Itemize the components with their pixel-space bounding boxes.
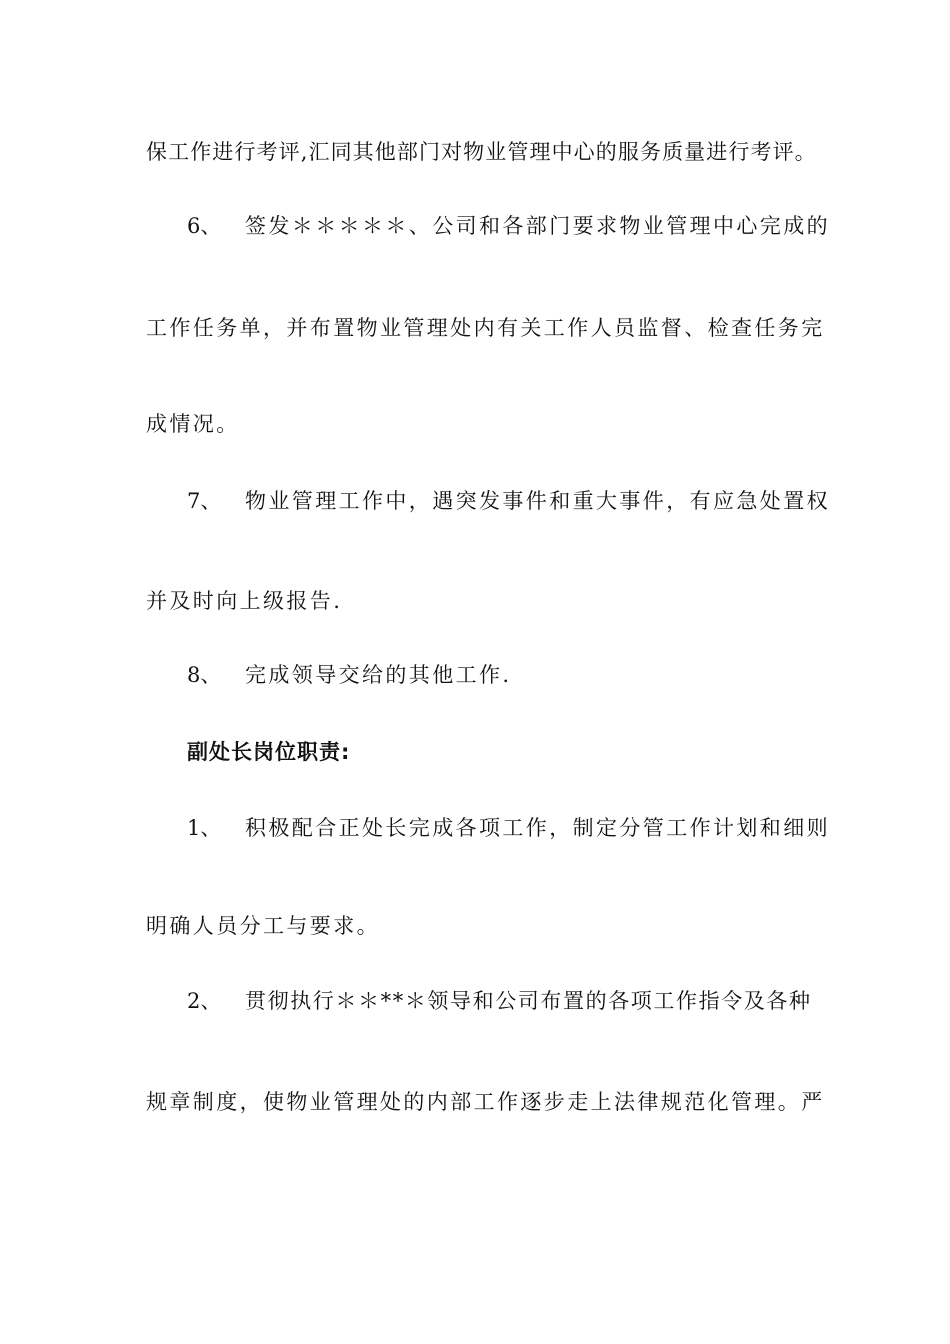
line-text: 积极配合正处长完成各项工作，制定分管工作计划和细则	[245, 816, 830, 840]
line-text: 明确人员分工与要求。	[146, 914, 380, 938]
line-text: 保工作进行考评,汇同其他部门对物业管理中心的服务质量进行考评。	[146, 140, 817, 164]
list-number: 1、	[187, 816, 222, 840]
paragraph-line	[146, 586, 836, 616]
line-text: 完成领导交给的其他工作.	[245, 663, 512, 687]
line-text: 签发＊＊＊＊＊、公司和各部门要求物业管理中心完成的	[245, 214, 830, 238]
list-number: 7、	[187, 489, 222, 513]
paragraph-line	[146, 911, 836, 941]
line-text: 工作任务单，并布置物业管理处内有关工作人员监督、检查任务完	[146, 316, 825, 340]
line-text: 贯彻执行＊＊**＊领导和公司布置的各项工作指令及各种	[245, 989, 812, 1013]
section-heading	[187, 737, 877, 767]
list-item-1	[187, 813, 877, 843]
line-text: 成情况。	[146, 412, 240, 436]
paragraph-line	[146, 1087, 836, 1117]
list-item-6	[187, 211, 877, 241]
line-text: 物业管理工作中，遇突发事件和重大事件，有应急处置权	[245, 489, 830, 513]
list-number: 8、	[187, 663, 222, 687]
list-item-7	[187, 486, 877, 516]
paragraph-line	[146, 409, 836, 439]
list-number: 2、	[187, 989, 222, 1013]
paragraph-line	[146, 137, 836, 167]
list-item-2	[187, 986, 877, 1016]
list-item-8	[187, 660, 877, 690]
line-text: 并及时向上级报告.	[146, 589, 343, 613]
line-text: 规章制度，使物业管理处的内部工作逐步走上法律规范化管理。严	[146, 1090, 825, 1114]
paragraph-line	[146, 313, 836, 343]
list-number: 6、	[187, 214, 222, 238]
heading-text: 副处长岗位职责:	[187, 740, 351, 764]
